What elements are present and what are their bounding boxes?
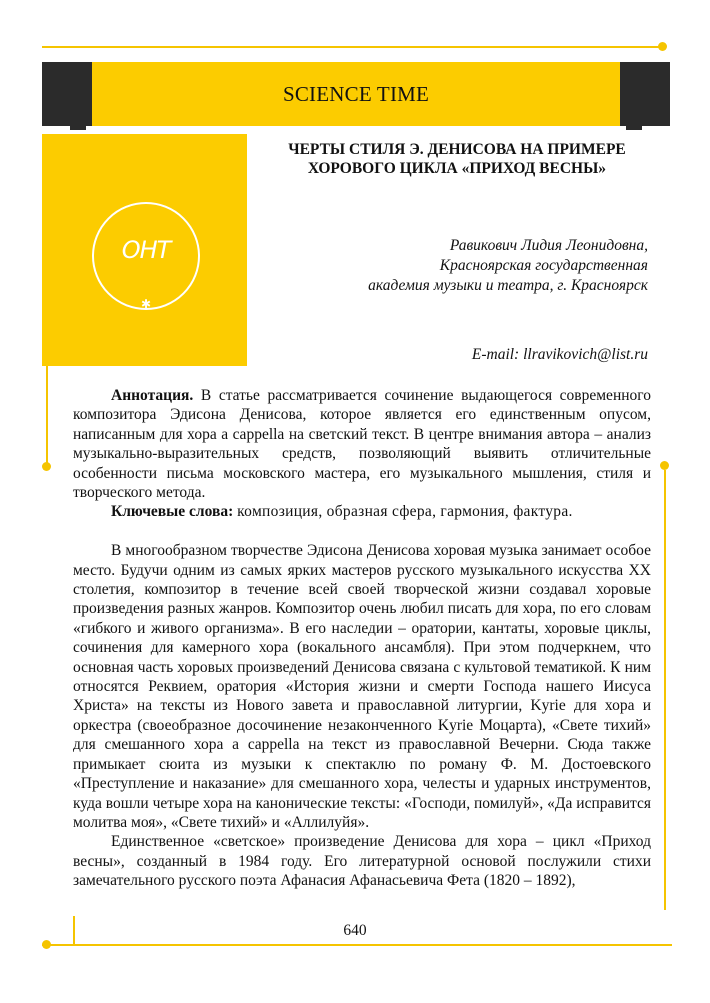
author-block [268,236,648,296]
frame-dot-left-mid [42,462,51,471]
frame-dot-bottom-left [42,940,51,949]
article-title [262,140,652,178]
journal-header [92,62,620,126]
frame-right-line [664,470,666,910]
frame-top-line [42,46,662,48]
paragraph-gap [73,522,651,541]
frame-dot-right-mid [660,461,669,470]
abstract-text: В статье рассматривается сочинение выдающегося современного композитора Эдисона Денисова, которое является его единственным опусом, написанным для хора a cappella на светский текст. В центре внимания автора – анализ музыкально-выразительных средств, позволяющий выявить отличительные особенности письма московского мастера, его музыкального мышления, стиля и творческого метода. [73,387,652,502]
article-title-line1: ЧЕРТЫ СТИЛЯ Э. ДЕНИСОВА НА ПРИМЕРЕ [288,141,626,158]
frame-bottom-line [42,944,672,946]
body-paragraph-2: Единственное «светское» произведение Денисова для хора – цикл «Приход весны», созданный в 1984 году. Его литературной основой послужили стихи замечательного русского поэта Афанасия Афанасьевича Фета (1820 – 1892), [73,833,651,890]
journal-title: SCIENCE TIME [282,81,430,106]
abstract [73,386,651,502]
article-content [73,386,651,891]
logo-panel [42,134,247,366]
header-bracket-left [70,70,86,130]
abstract-label: Аннотация. [111,387,194,404]
author-affiliation-line1: Красноярская государственная [439,257,648,274]
keywords-label: Ключевые слова: [111,503,234,521]
body-paragraph-1: В многообразном творчестве Эдисона Денисова хоровая музыка занимает особое место. Будучи одним из самых ярких мастеров русского музыкального искусства XX столетия, композитор в течение всей своей творческой жизни создавал хоровые произведения разных жанров. Композитор очень любил писать для хора, по его словам «гибкого и живого организма». В его наследии – оратории, кантаты, хоровые циклы, сочинения для камерного хора (вокального ансамбля). При этом подчеркнем, что основная часть хоровых произведений Денисова связана с культовой тематикой. К ним относятся Реквием, оратория «История жизни и смерти Господа нашего Иисуса Христа» на тексты из Нового завета и православной литургии, Kyrie для хора и оркестра (своеобразное досочинение незаконченного Kyrie Моцарта), «Свете тихий» для смешанного хора a cappella на текст из православной Вечерни. Сюда также примыкает сюита из музыки к спектаклю по роману Ф. М. Достоевского «Преступление и наказание» для смешанного хора, челесты и ударных инструментов, куда вошли четыре хора на канонические тексты: «Господи, помилуй», «Да исправится молитва моя», «Свете тихий» и «Аллилуйя». [73,542,651,831]
journal-logo [92,202,200,310]
author-name: Равикович Лидия Леонидовна, [449,237,648,254]
logo-star-icon: ✱ [140,297,152,311]
keywords-text: композиция, образная сфера, гармония, фактура. [237,503,573,521]
frame-dot-top-right [658,42,667,51]
author-email[interactable]: E-mail: llravikovich@list.ru [471,346,648,363]
author-affiliation-line2: академия музыки и театра, г. Красноярск [368,277,648,294]
keywords [73,502,651,521]
header-bracket-right [626,70,642,130]
logo-text: OHT [121,236,171,264]
article-title-line2: ХОРОВОГО ЦИКЛА «ПРИХОД ВЕСНЫ» [307,160,607,177]
page-number: 640 [343,922,367,939]
